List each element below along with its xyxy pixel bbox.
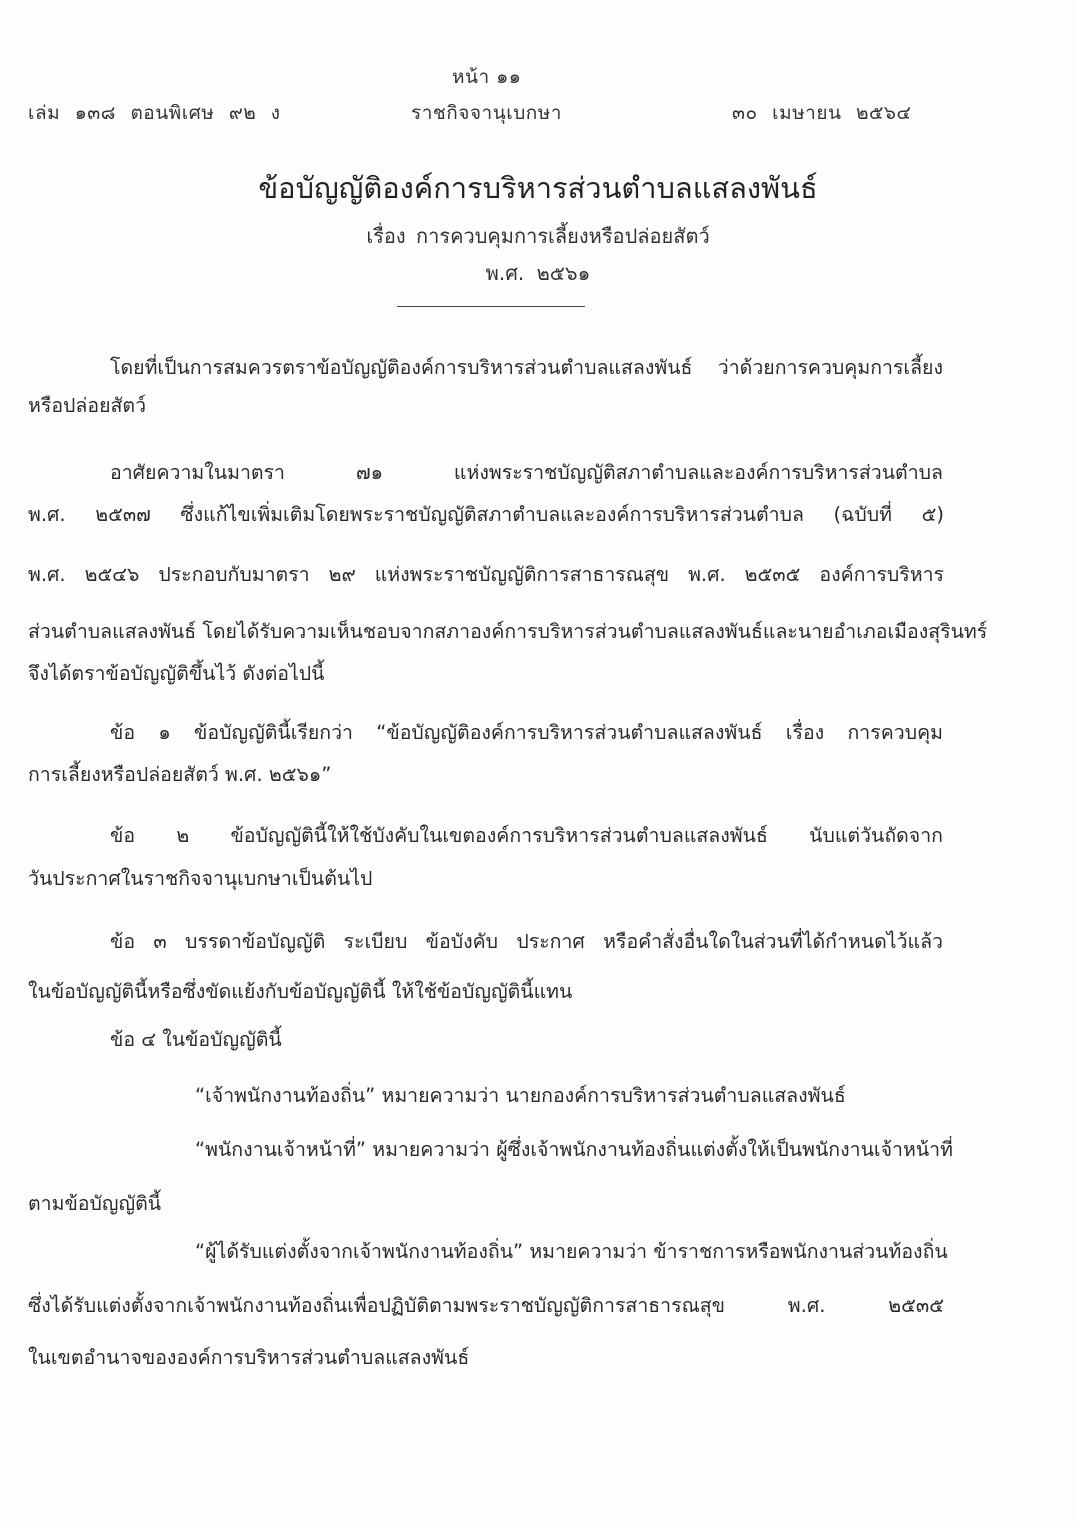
definition-line: “เจ้าพนักงานท้องถิ่น” หมายความว่า นายกองค์การบริหารส่วนตำบลแสลงพันธ์ [195,1084,846,1107]
definition-line: “ผู้ได้รับแต่งตั้งจากเจ้าพนักงานท้องถิ่น” หมายความว่า ข้าราชการหรือพนักงานส่วนท้องถิ่น [195,1240,948,1263]
document-title: ข้อบัญญัติองค์การบริหารส่วนตำบลแสลงพันธ์ [258,171,818,205]
gazette-name: ราชกิจจานุเบกษา [411,102,562,124]
clause-2-line: ข้อ ๒ ข้อบัญญัตินี้ให้ใช้บังคับในเขตองค์การบริหารส่วนตำบลแสลงพันธ์ นับแต่วันถัดจาก [110,824,943,847]
body-line: จึงได้ตราข้อบัญญัติขึ้นไว้ ดังต่อไปนี้ [28,662,325,685]
clause-1-line: การเลี้ยงหรือปล่อยสัตว์ พ.ศ. ๒๕๖๑” [28,763,332,786]
body-line: พ.ศ. ๒๕๔๖ ประกอบกับมาตรา ๒๙ แห่งพระราชบัญญัติการสาธารณสุข พ.ศ. ๒๕๓๕ องค์การบริหาร [28,563,944,586]
body-line: อาศัยความในมาตรา ๗๑ แห่งพระราชบัญญัติสภาตำบลและองค์การบริหารส่วนตำบล [110,461,943,484]
clause-3-line: ในข้อบัญญัตินี้หรือซึ่งขัดแย้งกับข้อบัญญัตินี้ ให้ใช้ข้อบัญญัตินี้แทน [28,980,573,1003]
definition-line: “พนักงานเจ้าหน้าที่” หมายความว่า ผู้ซึ่งเจ้าพนักงานท้องถิ่นแต่งตั้งให้เป็นพนักงานเจ้าหน้าที่ [195,1138,953,1161]
body-line: หรือปล่อยสัตว์ [28,394,147,417]
clause-2-line: วันประกาศในราชกิจจานุเบกษาเป็นต้นไป [28,867,373,890]
clause-3-line: ข้อ ๓ บรรดาข้อบัญญัติ ระเบียบ ข้อบังคับ ประกาศ หรือคำสั่งอื่นใดในส่วนที่ได้กำหนดไว้แล้ว [110,930,943,953]
body-line: ส่วนตำบลแสลงพันธ์ โดยได้รับความเห็นชอบจากสภาองค์การบริหารส่วนตำบลแสลงพันธ์และนายอำเภอเมืองสุรินทร์ [28,620,988,643]
definition-line: ตามข้อบัญญัตินี้ [28,1192,162,1215]
definition-line: ในเขตอำนาจขององค์การบริหารส่วนตำบลแสลงพันธ์ [28,1346,470,1369]
clause-1-line: ข้อ ๑ ข้อบัญญัตินี้เรียกว่า “ข้อบัญญัติองค์การบริหารส่วนตำบลแสลงพันธ์ เรื่อง การควบคุม [110,721,943,744]
body-line: พ.ศ. ๒๕๓๗ ซึ่งแก้ไขเพิ่มเติมโดยพระราชบัญญัติสภาตำบลและองค์การบริหารส่วนตำบล (ฉบับที่ ๕) [28,503,944,526]
gazette-date: ๓๐ เมษายน ๒๕๖๔ [732,102,912,124]
page-number: หน้า ๑๑ [452,66,522,88]
title-divider [397,306,585,307]
definition-line: ซึ่งได้รับแต่งตั้งจากเจ้าพนักงานท้องถิ่นเพื่อปฏิบัติตามพระราชบัญญัติการสาธารณสุข พ.ศ. ๒๕๓๕ [28,1294,944,1317]
body-line: โดยที่เป็นการสมควรตราข้อบัญญัติองค์การบริหารส่วนตำบลแสลงพันธ์ ว่าด้วยการควบคุมการเลี้ยง [110,356,943,379]
document-subtitle: เรื่อง การควบคุมการเลี้ยงหรือปล่อยสัตว์ [366,224,710,248]
gazette-volume: เล่ม ๑๓๘ ตอนพิเศษ ๙๒ ง [28,102,281,124]
clause-4-line: ข้อ ๔ ในข้อบัญญัตินี้ [110,1028,282,1051]
document-year: พ.ศ. ๒๕๖๑ [485,261,591,285]
